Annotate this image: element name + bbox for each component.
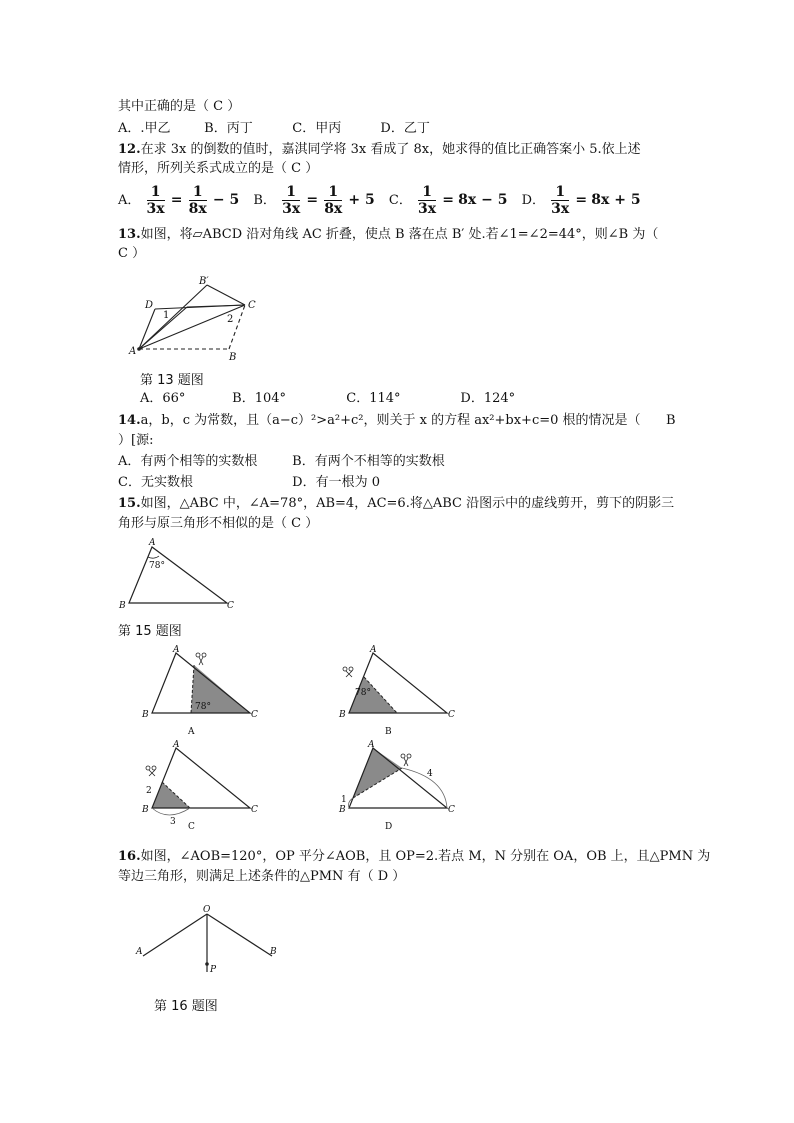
- frac-num: 1: [282, 184, 300, 201]
- frac-den: 3x: [551, 201, 570, 217]
- frac-den: 8x: [188, 201, 207, 217]
- q13-label-b-prime: B′: [199, 276, 209, 287]
- q15-angle: 78°: [149, 561, 165, 571]
- q15b-label-c: C: [448, 710, 455, 720]
- q16-number: 16.: [118, 849, 141, 864]
- frac-den: 8x: [324, 201, 343, 217]
- fraction: [551, 184, 569, 217]
- q15a-option-letter: A: [188, 727, 195, 737]
- q13-text-1: 如图，将▱ABCD 沿对角线 AC 折叠，使点 B 落在点 B′ 处.若∠1=∠2=44°，则∠B 为（: [140, 227, 659, 242]
- q15-option-d-figure: [335, 740, 465, 832]
- q15-label-a: A: [149, 538, 156, 548]
- q15d-label-a: A: [368, 740, 375, 750]
- q13-option-b: B．104°: [232, 391, 287, 406]
- q13-option-a: A．66°: [140, 391, 186, 406]
- q13-line2: C ）: [118, 246, 146, 261]
- q16-label-a: A: [136, 947, 143, 957]
- q11-option-c: C．甲丙: [292, 121, 342, 136]
- frac-num: 1: [189, 184, 207, 201]
- q15c-length-2: 2: [146, 786, 152, 796]
- q16-line1: [118, 848, 710, 866]
- frac-num: 1: [324, 184, 342, 201]
- q15-label-c: C: [227, 601, 234, 611]
- q12-line1: [118, 141, 641, 159]
- q13-option-c: C．114°: [346, 391, 401, 406]
- q11-option-b: B．丙丁: [204, 121, 253, 136]
- fraction: [189, 184, 207, 217]
- q15a-angle: 78°: [195, 702, 211, 712]
- q15d-option-letter: D: [385, 822, 393, 832]
- q14-line1: [118, 412, 641, 430]
- q15d-label-b: B: [339, 805, 346, 815]
- q15-line2: 角形与原三角形不相似的是（ C ）: [118, 516, 319, 531]
- q15-option-b-figure: [335, 645, 465, 737]
- q15-caption: 第 15 题图: [118, 624, 182, 639]
- q14-options-row2: [118, 474, 380, 492]
- q15-line1: [118, 495, 674, 513]
- equals-sign: =: [306, 192, 319, 208]
- q13-caption: 第 13 题图: [140, 373, 204, 388]
- q15a-label-c: C: [251, 710, 258, 720]
- q15d-length-4: 4: [427, 769, 433, 779]
- q14-option-d: D．有一根为 0: [292, 475, 380, 490]
- q15-text-1: 如图，△ABC 中，∠A=78°，AB=4，AC=6.将△ABC 沿图示中的虚线剪开，剪下的阴影三: [140, 496, 675, 511]
- q15d-length-1: 1: [341, 795, 347, 805]
- scissors-icon: [343, 667, 353, 677]
- frac-num: 1: [418, 184, 436, 201]
- scissors-icon: [196, 653, 206, 665]
- fraction: [418, 184, 436, 217]
- q13-label-d: D: [145, 300, 154, 311]
- q11-option-d: D．乙丁: [380, 121, 430, 136]
- q13-option-d: D．124°: [460, 391, 516, 406]
- q14-answer: B: [666, 413, 676, 428]
- expr-tail: 8x − 5: [458, 192, 508, 208]
- q13-figure: [125, 272, 265, 362]
- q13-number: 13.: [118, 227, 141, 242]
- q12-option-d-label: D．: [521, 193, 546, 208]
- q15b-label-a: A: [370, 645, 377, 655]
- frac-num: 1: [147, 184, 165, 201]
- q14-number: 14.: [118, 413, 141, 428]
- q11-options: [118, 120, 430, 138]
- q12-option-a-label: A．: [118, 193, 141, 208]
- q15c-length-3: 3: [170, 817, 176, 827]
- q12-option-d: [521, 184, 641, 217]
- q15b-option-letter: B: [385, 727, 392, 737]
- q13-label-b: B: [229, 352, 237, 362]
- q15d-label-c: C: [448, 805, 455, 815]
- expr-tail: − 5: [212, 192, 240, 208]
- q14-option-b: B．有两个不相等的实数根: [292, 454, 445, 469]
- q15-label-b: B: [119, 601, 126, 611]
- fraction: [282, 184, 300, 217]
- fraction: [324, 184, 342, 217]
- scissors-icon: [146, 766, 156, 776]
- q15b-angle: 78°: [355, 688, 371, 698]
- q15c-label-c: C: [251, 805, 258, 815]
- q11-tail: 其中正确的是（ C ）: [118, 99, 241, 114]
- frac-den: 3x: [418, 201, 437, 217]
- q15c-label-b: B: [142, 805, 149, 815]
- equals-sign: =: [170, 192, 183, 208]
- equals-sign: =: [575, 192, 588, 208]
- q16-label-o: O: [203, 905, 211, 915]
- fraction: [147, 184, 165, 217]
- q16-caption: 第 16 题图: [154, 999, 218, 1014]
- q15c-option-letter: C: [188, 822, 195, 832]
- q12-option-c-label: C．: [388, 193, 412, 208]
- q15c-label-a: A: [173, 740, 180, 750]
- q15b-label-b: B: [339, 710, 346, 720]
- q16-text-1: 如图，∠AOB=120°，OP 平分∠AOB，且 OP=2.若点 M，N 分别在 OA，OB 上，且△PMN 为: [140, 849, 711, 864]
- equals-sign: =: [442, 192, 454, 208]
- q13-angle-1: 1: [163, 310, 170, 321]
- q14-option-a: A．有两个相等的实数根: [118, 454, 258, 469]
- q13-line1: [118, 226, 658, 244]
- frac-den: 3x: [146, 201, 165, 217]
- q16-line2: 等边三角形，则满足上述条件的△PMN 有（ D ）: [118, 869, 406, 884]
- q12-text-1: 在求 3x 的倒数的值时，嘉淇同学将 3x 看成了 8x，她求得的值比正确答案小 5.依上述: [140, 142, 641, 157]
- q14-options-row1: [118, 453, 445, 471]
- q13-options: [118, 390, 515, 408]
- q14-line2: ）[源:: [118, 433, 154, 448]
- q14-option-c: C．无实数根: [118, 475, 193, 490]
- frac-num: 1: [551, 184, 569, 201]
- q16-label-p: P: [210, 965, 217, 975]
- q16-label-b: B: [270, 947, 277, 957]
- q12-option-b-label: B．: [253, 193, 276, 208]
- q15a-label-b: B: [142, 710, 149, 720]
- q12-number: 12.: [118, 142, 141, 157]
- q12-line2: 情形，所列关系式成立的是（ C ）: [118, 161, 319, 176]
- q12-option-a: [118, 184, 243, 217]
- q14-text-1: a，b，c 为常数，且（a−c）²>a²+c²，则关于 x 的方程 ax²+bx+c=0 根的情况是（: [140, 413, 641, 428]
- q12-option-c: [388, 184, 512, 217]
- q15a-label-a: A: [173, 645, 180, 655]
- q12-options: [118, 182, 641, 220]
- q13-label-c: C: [248, 300, 256, 311]
- q12-option-b: [253, 184, 379, 217]
- q15-number: 15.: [118, 496, 141, 511]
- q15-option-c-figure: [138, 740, 268, 832]
- q11-option-a: A．.甲乙: [118, 121, 171, 136]
- q15-main-figure: [115, 535, 245, 615]
- expr-tail: 8x + 5: [591, 192, 641, 208]
- frac-den: 3x: [282, 201, 301, 217]
- q15-option-a-figure: [138, 645, 268, 737]
- q13-label-a: A: [129, 346, 137, 357]
- expr-tail: + 5: [348, 192, 375, 208]
- scissors-icon: [401, 754, 411, 766]
- q13-angle-2: 2: [227, 314, 234, 325]
- q16-figure: [130, 902, 300, 992]
